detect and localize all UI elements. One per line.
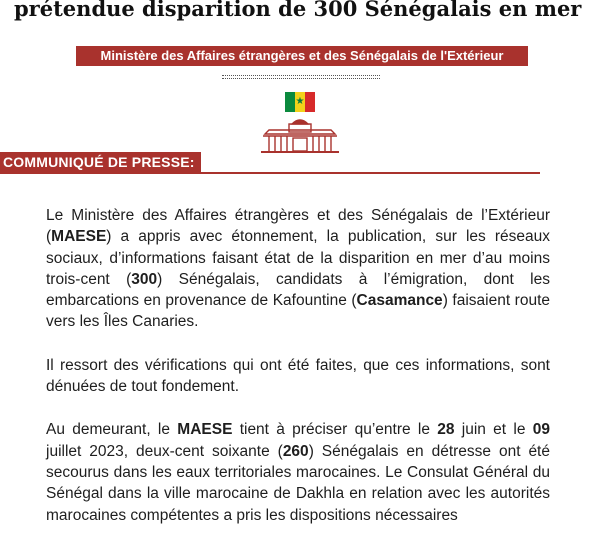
press-release-rule [0, 172, 540, 174]
headline-line-2: prétendue disparition de 300 Sénégalais en mer [14, 0, 582, 21]
paragraph-2: Il ressort des vérifications qui ont été faites, que ces informations, sont dénuées de tout fondement. [46, 356, 550, 396]
press-release-title: COMMUNIQUÉ DE PRESSE: [0, 152, 201, 172]
press-release-body [46, 205, 550, 546]
paragraph-3: Au demeurant, le MAESE tient à préciser qu’entre le 28 juin et le 09 juillet 2023, deux-cent soixante (260) Sénégalais en détresse ont été secourus dans les eaux territoriales marocaines. Le Consulat Général du Sénégal dans la ville marocaine de Dakhla en relation avec les autorités marocaines compétentes a pris les dispositions nécessaires [46, 421, 550, 524]
dotted-divider [222, 75, 380, 79]
flag-stripe-green [285, 92, 295, 112]
flag-star-icon: ★ [295, 96, 305, 107]
ministry-banner: Ministère des Affaires étrangères et des Sénégalais de l'Extérieur [76, 46, 528, 66]
ministry-building-icon [255, 116, 345, 156]
article-headline [14, 0, 594, 22]
flag-stripe-red [305, 92, 315, 112]
senegal-flag-icon [285, 92, 315, 112]
paragraph-1: Le Ministère des Affaires étrangères et des Sénégalais de l’Extérieur (MAESE) a appris avec étonnement, la publication, sur les réseaux sociaux, d’informations faisant état de la disparition en mer d’au moins trois-cent (300) Sénégalais, candidats à l’émigration, dont les embarcations en provenance de Kafountine (Casamance) faisaient route vers les Îles Canaries. [46, 207, 550, 331]
